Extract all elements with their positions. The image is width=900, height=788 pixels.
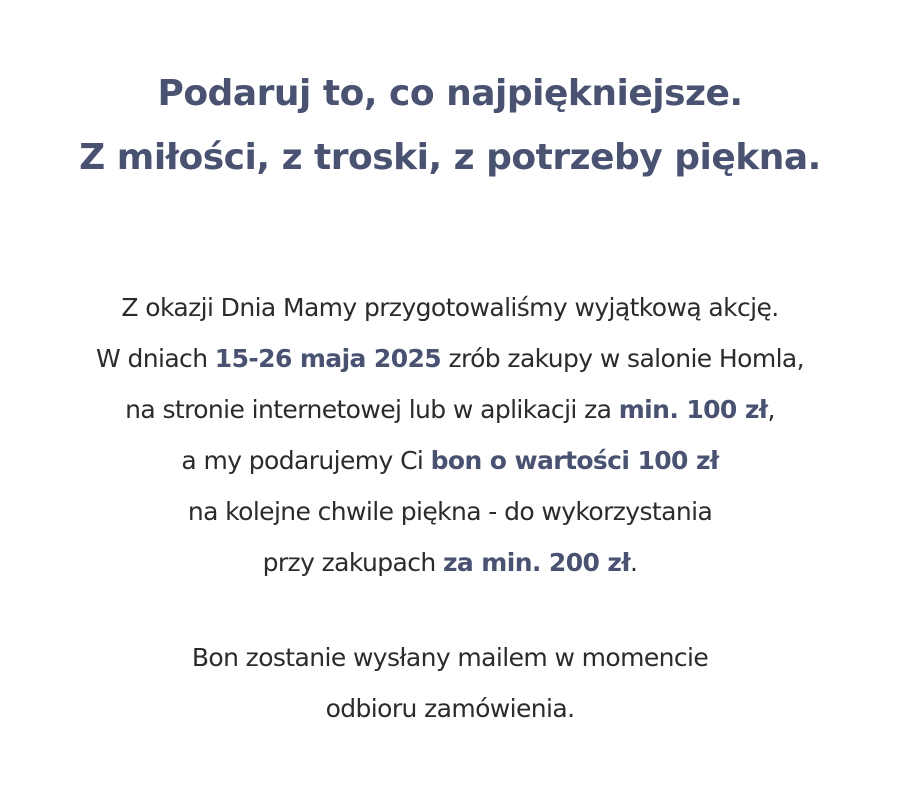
description-line-5: na kolejne chwile piękna - do wykorzystania — [187, 497, 713, 526]
description-line-4 — [0, 435, 900, 486]
promo-dates: 15-26 maja 2025 — [214, 344, 442, 373]
description-text: a my podarujemy Ci — [181, 446, 431, 475]
description-text: przy zakupach — [262, 548, 443, 577]
description-text: na stronie internetowej lub w aplikacji za — [125, 395, 619, 424]
headline-line-2: Z miłości, z troski, z potrzeby piękna. — [79, 137, 821, 178]
description-text: . — [630, 548, 638, 577]
note-line-2: odbioru zamówienia. — [325, 694, 575, 723]
voucher-minimum: za min. 200 zł — [442, 548, 631, 577]
promo-description — [0, 282, 900, 588]
note-line-1: Bon zostanie wysłany mailem w momencie — [191, 643, 709, 672]
description-line-1: Z okazji Dnia Mamy przygotowaliśmy wyjątkową akcję. — [121, 293, 779, 322]
voucher-delivery-note — [0, 632, 900, 734]
description-line-3 — [0, 384, 900, 435]
description-line-6 — [0, 537, 900, 588]
headline — [0, 62, 900, 190]
headline-line-1: Podaruj to, co najpiękniejsze. — [157, 73, 743, 114]
description-text: W dniach — [96, 344, 215, 373]
voucher-value: bon o wartości 100 zł — [430, 446, 719, 475]
description-text: zrób zakupy w salonie Homla, — [441, 344, 804, 373]
description-text: , — [767, 395, 775, 424]
description-line-2 — [0, 333, 900, 384]
minimum-purchase: min. 100 zł — [618, 395, 768, 424]
